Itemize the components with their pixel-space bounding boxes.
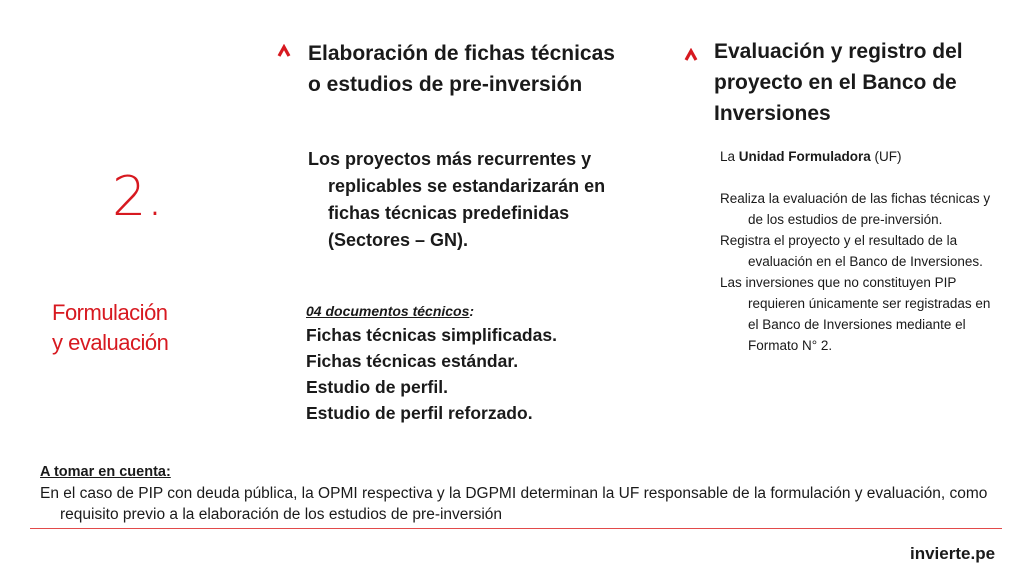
column1-intro [308, 146, 638, 254]
list-item: Registra el proyecto y el resultado de la evaluación en el Banco de Inversiones. [720, 233, 983, 269]
chevron-up-icon [684, 48, 698, 62]
uf-suffix: (UF) [870, 149, 902, 164]
chevron-up-icon [277, 44, 291, 58]
docs-heading-text: 04 documentos técnicos [306, 303, 470, 319]
column1-intro-text: Los proyectos más recurrentes y replicables se estandarizarán en fichas técnicas predefinidas (Sectores – GN). [308, 149, 606, 250]
uf-line [720, 146, 995, 167]
uf-bold: Unidad Formuladora [738, 149, 871, 164]
section-subtitle-line1: Formulación [52, 300, 168, 325]
docs-list [306, 322, 557, 426]
list-item: Las inversiones que no constituyen PIP requieren únicamente ser registradas en el Banco de Inversiones mediante el Formato N° 2. [720, 275, 991, 353]
invierte-logo: invierte.pe [910, 544, 996, 563]
spacer [720, 167, 995, 188]
list-item: Fichas técnicas estándar. [306, 351, 519, 371]
column2-title: Evaluación y registro del proyecto en el Banco de Inversiones [714, 40, 963, 125]
column2-body [720, 146, 995, 356]
list-item: Estudio de perfil reforzado. [306, 403, 533, 423]
list-item: Fichas técnicas simplificadas. [306, 325, 557, 345]
section-subtitle-line2: y evaluación [52, 330, 169, 355]
section-number: 2. [112, 165, 164, 228]
note-body-text: En el caso de PIP con deuda pública, la OPMI respectiva y la DGPMI determinan la UF responsable de la formulación y evaluación, como requisito previo a la elaboración de los estudios de pre-inversión [40, 485, 988, 523]
list-item: Estudio de perfil. [306, 377, 448, 397]
note-body [40, 483, 990, 525]
section-subtitle [52, 298, 168, 358]
list-item: Realiza la evaluación de las fichas técnicas y de los estudios de pre-inversión. [720, 191, 991, 227]
docs-heading [306, 301, 474, 321]
column1-title: Elaboración de fichas técnicas o estudios de pre-inversión [308, 42, 615, 96]
docs-heading-colon: : [469, 303, 475, 319]
note-heading: A tomar en cuenta: [40, 464, 171, 480]
uf-prefix: La [720, 149, 739, 164]
divider [30, 528, 1002, 529]
